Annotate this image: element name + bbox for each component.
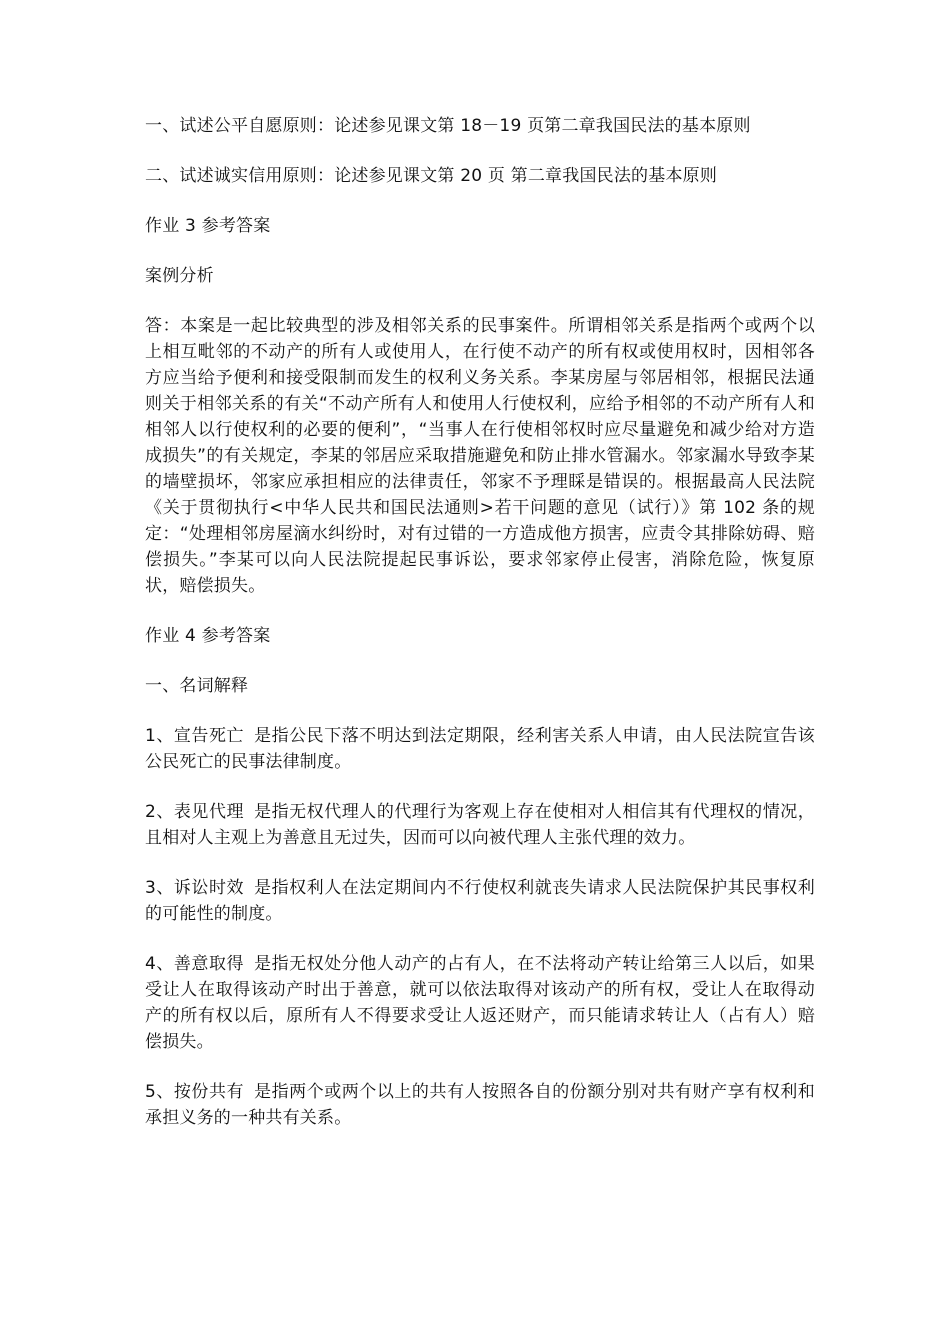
definition-text: 是指公民下落不明达到法定期限，经利害关系人申请，由人民法院宣告该公民死亡的民事法律制度。 <box>145 726 815 772</box>
definition-item <box>145 875 815 927</box>
case-analysis-answer: 答：本案是一起比较典型的涉及相邻关系的民事案件。所谓相邻关系是指两个或两个以上相互毗邻的不动产的所有人或使用人，在行使不动产的所有权或使用权时，因相邻各方应当给予便利和接受限制而发生的权利义务关系。李某房屋与邻居相邻，根据民法通则关于相邻关系的有关“不动产所有人和使用人行使权利，应给予相邻的不动产所有人和相邻人以行使权利的必要的便利”，“当事人在行使相邻权时应尽量避免和减少给对方造成损失”的有关规定，李某的邻居应采取措施避免和防止排水管漏水。邻家漏水导致李某的墙壁损坏，邻家应承担相应的法律责任，邻家不予理睬是错误的。根据最高人民法院《关于贯彻执行<中华人民共和国民法通则>若干问题的意见（试行）》第 102 条的规定：“处理相邻房屋滴水纠纷时，对有过错的一方造成他方损害，应责令其排除妨碍、赔偿损失。”李某可以向人民法院提起民事诉讼，要求邻家停止侵害，消除危险，恢复原状，赔偿损失。 <box>145 316 815 596</box>
section-item-good-faith: 二、试述诚实信用原则：论述参见课文第 20 页 第二章我国民法的基本原则 <box>145 166 718 186</box>
definition-text: 是指权利人在法定期间内不行使权利就丧失请求人民法院保护其民事权利的可能性的制度。 <box>145 878 815 924</box>
definition-term: 1、宣告死亡 <box>145 726 245 746</box>
definition-item <box>145 799 815 851</box>
definition-item <box>145 723 815 775</box>
assignment-4-heading: 作业 4 参考答案 <box>145 626 271 646</box>
definition-item <box>145 1079 815 1131</box>
definition-text: 是指无权处分他人动产的占有人，在不法将动产转让给第三人以后，如果受让人在取得该动产时出于善意，就可以依法取得对该动产的所有权，受让人在取得动产的所有权以后，原所有人不得要求受让人返还财产，而只能请求转让人（占有人）赔偿损失。 <box>145 954 815 1052</box>
definition-term: 3、诉讼时效 <box>145 878 245 898</box>
section-item-fairness: 一、试述公平自愿原则：论述参见课文第 18－19 页第二章我国民法的基本原则 <box>145 116 751 136</box>
document-body <box>145 113 815 1155</box>
assignment-3-heading: 作业 3 参考答案 <box>145 216 271 236</box>
definition-term: 4、善意取得 <box>145 954 245 974</box>
definition-item <box>145 951 815 1055</box>
terms-heading: 一、名词解释 <box>145 676 249 696</box>
definition-term: 5、按份共有 <box>145 1082 245 1102</box>
definition-term: 2、表见代理 <box>145 802 245 822</box>
definition-text: 是指两个或两个以上的共有人按照各自的份额分别对共有财产享有权利和承担义务的一种共有关系。 <box>145 1082 815 1128</box>
case-analysis-heading: 案例分析 <box>145 266 214 286</box>
definition-text: 是指无权代理人的代理行为客观上存在使相对人相信其有代理权的情况，且相对人主观上为善意且无过失，因而可以向被代理人主张代理的效力。 <box>145 802 815 848</box>
